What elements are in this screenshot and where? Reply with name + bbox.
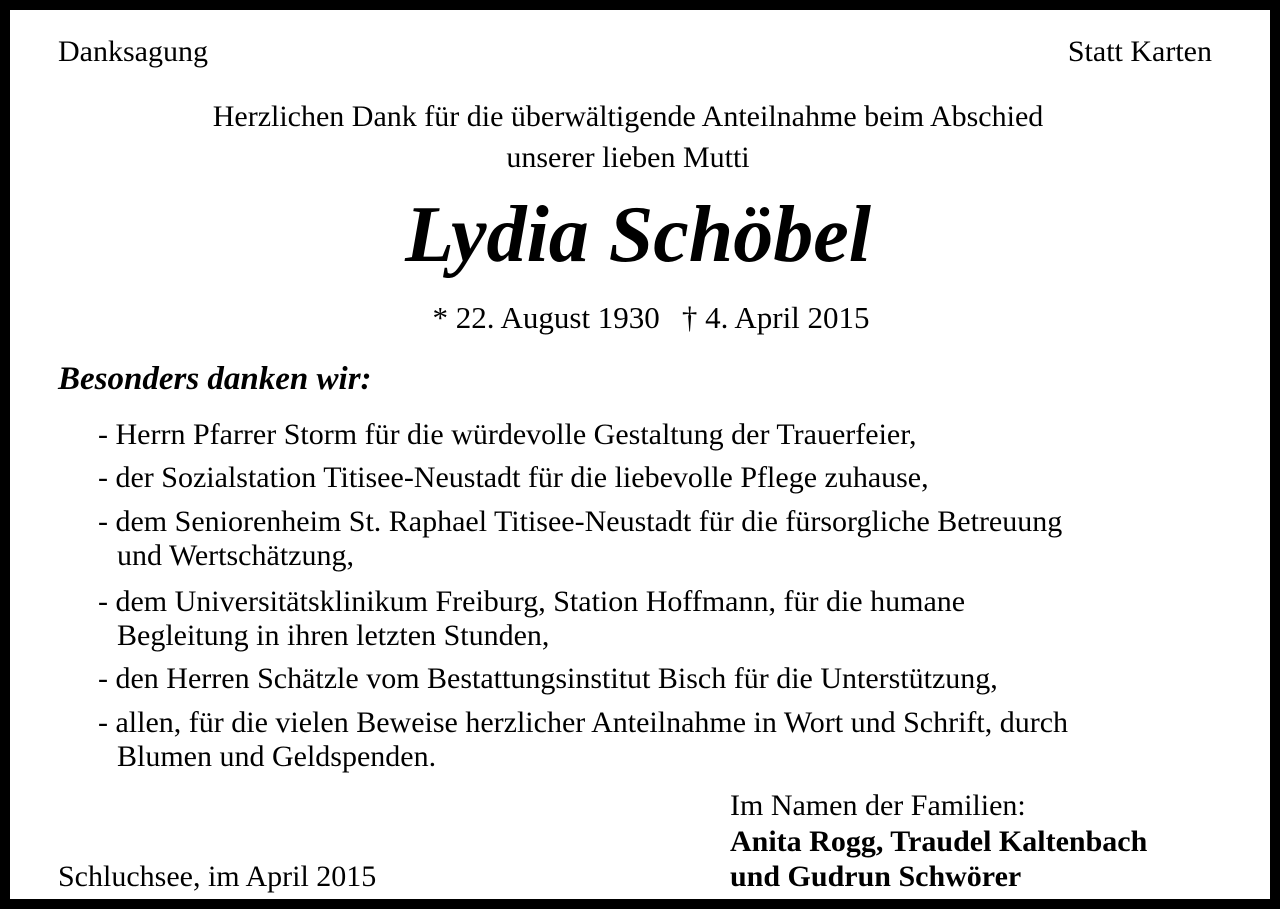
intro-line-2: unserer lieben Mutti [506,141,750,174]
birth-date: * 22. August 1930 [432,300,660,335]
signer-names-line-2: und Gudrun Schwörer [730,860,1022,893]
thanks-item-seniorenheim: - dem Seniorenheim St. Raphael Titisee-Neustadt für die fürsorgliche Betreuung [98,505,1063,538]
intro-line-1: Herzlichen Dank für die überwältigende Anteilnahme beim Abschied [212,100,1044,133]
thanks-item-klinikum-cont: Begleitung in ihren letzten Stunden, [117,619,550,652]
thanks-item-bestatter: - den Herren Schätzle vom Bestattungsinstitut Bisch für die Unterstützung, [98,662,998,695]
thanks-item-allen: - allen, für die vielen Beweise herzlicher Anteilnahme in Wort und Schrift, durch [98,706,1069,739]
signoff-label: Im Namen der Familien: [730,789,1026,822]
thanks-item-allen-cont: Blumen und Geldspenden. [117,740,437,773]
thanks-item-klinikum: - dem Universitätsklinikum Freiburg, Station Hoffmann, für die humane [98,585,966,618]
life-dates [10,300,1280,336]
header-statt-karten: Statt Karten [1067,35,1212,68]
place-and-date: Schluchsee, im April 2015 [58,860,377,893]
thanks-heading: Besonders danken wir: [58,361,372,397]
deceased-name: Lydia Schöbel [405,191,871,279]
signer-names-line-1: Anita Rogg, Traudel Kaltenbach [730,825,1148,858]
death-date: † 4. April 2015 [681,300,870,335]
thanks-item-seniorenheim-cont: und Wertschätzung, [117,539,354,572]
header-danksagung: Danksagung [58,35,208,68]
thanks-item-sozialstation: - der Sozialstation Titisee-Neustadt für die liebevolle Pflege zuhause, [98,461,929,494]
thanks-item-pfarrer: - Herrn Pfarrer Storm für die würdevolle Gestaltung der Trauerfeier, [98,418,917,451]
